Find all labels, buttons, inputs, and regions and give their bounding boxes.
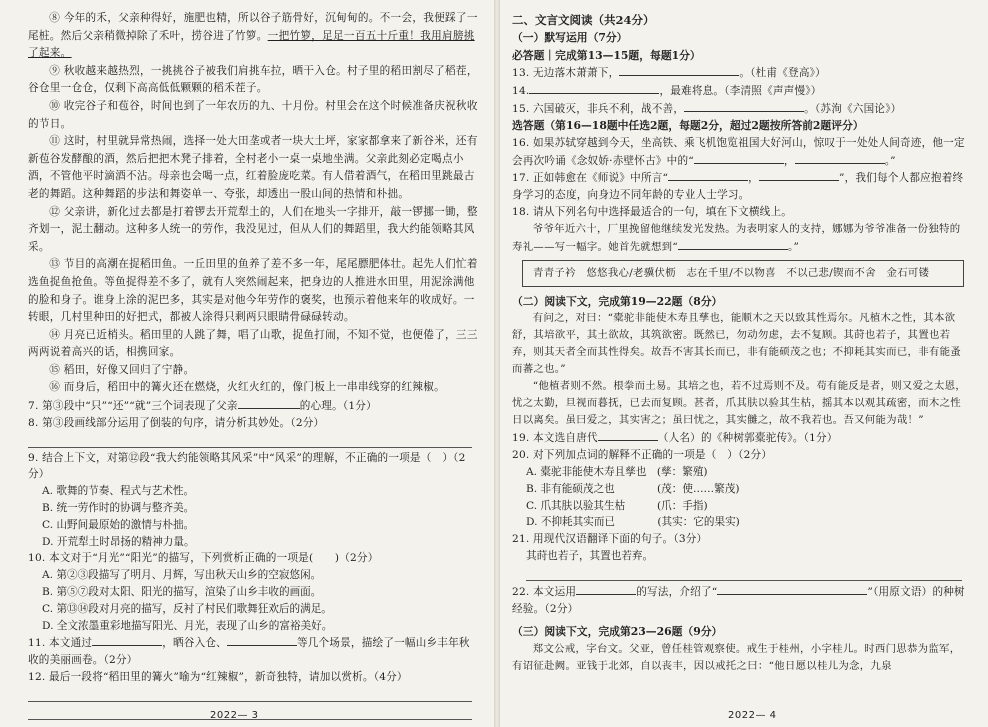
page-number: 2022— 4 — [728, 710, 777, 721]
quote-options-box: 青青子衿 悠悠我心/老骥伏枥 志在千里/不以物喜 不以己悲/锲而不舍 金石可镂 — [522, 260, 964, 287]
question-21: 21. 用现代汉语翻译下面的句子。（3分） — [512, 533, 708, 546]
classical-paragraph-2: “他植者则不然。根拳而土易。其培之也，若不过焉则不及。苟有能反是者，则又爱之太恩，忧之太勤，旦视而暮抚，已去而复顾。甚者，爪其肤以验其生枯，摇其本以观其疏密，而木之性日以离矣。虽曰爱之，其实害之；虽曰忧之，其实雠之，故不我若也。吾又何能为哉！” — [512, 380, 967, 427]
answer-line[interactable] — [28, 432, 472, 448]
answer-blank[interactable] — [529, 82, 659, 94]
answer-blank[interactable] — [668, 169, 748, 181]
paragraph-14: ⑭ 月亮已近梢头。稻田里的人跳了舞，唱了山歌，捉鱼打闹，不知不觉，也便倦了，三三两两说着高兴的话，相携回家。 — [28, 328, 478, 359]
paragraph-15: ⑮ 稻田，好像又回归了宁静。 — [49, 363, 195, 376]
q9-option-c[interactable]: C. 山野间最原始的激情与朴拙。 — [42, 518, 195, 531]
paragraph-13: ⑬ 节目的高潮在捉稻田鱼。一丘田里的鱼养了差不多一年，尾尾膘肥体壮。起先人们忙着选鱼捉鱼抢鱼。等鱼捉得差不多了，就有人突然闹起来，把身边的人推进水田里，用泥涂满他的脸和身子。谁身上涂的泥巴多，其实是对他今年劳作的褒奖，也预示着他来年的收成好。一转眼，几村里种田的好把式，都被人涂得只剩两只眼睛骨碌碌转动。 — [28, 258, 478, 324]
classical-paragraph-1: 有问之，对曰：“橐驼非能使木寿且孳也，能顺木之天以致其性焉尔。凡植木之性，其本欲舒，其培欲平，其土欲故，其筑欲密。既然已，勿动勿虑，去不复顾。其莳也若子，其置也若弃，则其天者全而其性得矣。故吾不害其长而已，非有能硕茂之也；不抑耗其实而已，非有能蚤而蕃之也。” — [512, 312, 962, 376]
q9-option-a[interactable]: A. 歌舞的节奏、程式与艺术性。 — [42, 485, 195, 498]
optional-note: 选答题（第16—18题中任选2题，每题2分，超过2题按所答前2题评分） — [512, 119, 864, 133]
question-17: 17. 正如韩愈在《师说》中所言“ ， ”，我们每个人都应抱着终身学习的态度，向身边不同年龄的专业人士学习。 — [512, 169, 968, 204]
question-13: 13. 无边落木萧萧下， 。（杜甫《登高》） — [512, 64, 968, 82]
section-title: 二、文言文阅读（共24分） — [512, 13, 655, 27]
question-15: 15. 六国破灭，非兵不利，战不善， 。（苏洵《六国论》） — [512, 100, 968, 118]
subsection-title: （三）阅读下文，完成第23—26题（9分） — [512, 625, 723, 639]
subsection-title: （二）阅读下文，完成第19—22题（8分） — [512, 294, 723, 308]
required-note: 必答题｜完成第13—15题，每题1分） — [512, 48, 701, 62]
q20-option-b[interactable]: B. 非有能硕茂之也 (茂：使……繁茂) — [526, 482, 740, 495]
q10-option-c[interactable]: C. 第⑬⑭段对月亮的描写，反衬了村民们歌舞狂欢后的满足。 — [42, 602, 332, 615]
q10-option-d[interactable]: D. 全文浓墨重彩地描写阳光、月光，表现了山乡的富裕美好。 — [42, 619, 333, 632]
answer-blank[interactable] — [92, 634, 162, 646]
question-20: 20. 对下列加点词的解释不正确的一项是（ ）（2分） — [512, 449, 773, 462]
question-9: 9. 结合上下文，对第⑫段“我大约能领略其风采”中“风采”的理解，不正确的一项是（ ）（2分） — [28, 451, 466, 481]
question-12: 12. 最后一段将“稻田里的篝火”喻为“红辣椒”，新奇独特，请加以赏析。（4分） — [28, 671, 408, 684]
answer-blank[interactable] — [795, 152, 885, 164]
answer-blank[interactable] — [227, 634, 297, 646]
paragraph-9: ⑨ 秋收越来越热烈，一挑挑谷子被我们肩挑车拉，晒干入仓。村子里的稻田割尽了稻茬，谷仓里一仓仓，仅剩下高高低低颗颗的稻禾茬子。 — [28, 64, 478, 95]
answer-blank[interactable] — [576, 583, 636, 595]
q20-option-d[interactable]: D. 不抑耗其实而已 (其实：它的果实) — [526, 516, 740, 529]
paragraph-12: ⑫ 父亲讲，新化过去都是打着锣去开荒犁土的，人们在地头一字排开，敲一锣挪一锄，整齐划一，泥土翻动。这种多人统一的劳作，我没见过，但从人们的舞蹈里，我大约能领略其风采。 — [28, 205, 478, 253]
answer-blank[interactable] — [684, 100, 804, 112]
subsection-title: （一）默写运用（7分） — [512, 31, 628, 44]
q9-option-b[interactable]: B. 统一劳作时的协调与整齐美。 — [42, 502, 195, 515]
q9-option-d[interactable]: D. 开荒犁土时昂扬的精神力量。 — [42, 535, 195, 548]
underlined-sentence: 一把竹箩，足足一百五十斤重！我用肩膀挑了起来。 — [28, 29, 475, 60]
question-19: 19. 本文选自唐代 （人名）的《种树郭橐驼传》。（1分） — [512, 429, 968, 447]
question-10: 10. 本文对于“月光”“阳光”的描写，下列赏析正确的一项是( )（2分） — [28, 552, 379, 565]
question-7: 7. 第③段中“只”“还”“就”三个词表现了父亲 的心理。（1分） — [28, 397, 478, 415]
q10-option-b[interactable]: B. 第⑤⑦段对太阳、阳光的描写，渲染了山乡丰收的画面。 — [42, 586, 322, 599]
question-11: 11. 本文通过 ，晒谷入仓、 等几个场景，描绘了一幅山乡丰年秋收的美丽画卷。（2分） — [28, 634, 478, 669]
page-number: 2022— 3 — [210, 710, 259, 721]
answer-blank[interactable] — [759, 169, 839, 181]
answer-blank[interactable] — [598, 429, 658, 441]
paragraph-8: ⑧ 今年的禾，父亲种得好，施肥也精，所以谷子筋骨好，沉甸甸的。不一会，我便踩了一尾桩。然后父亲稍微掉除了禾叶，捞谷进了竹箩。一把竹箩，足足一百五十斤重！我用肩膀挑了起来。 — [28, 12, 478, 60]
page-right — [500, 0, 988, 727]
answer-blank[interactable] — [678, 238, 788, 250]
question-22: 22. 本文运用 的写法，介绍了“ ”（用原文语）的种树经验。（2分） — [512, 583, 968, 618]
q18-passage: 爷爷年近六十，厂里挽留他继续发光发热。为表明家人的支持，娜娜为爷爷准备一份独特的寿礼——写一幅字。她首先就想到“ 。” — [512, 222, 961, 253]
question-8: 8. 第③段画线部分运用了倒装的句序，请分析其妙处。（2分） — [28, 416, 325, 429]
answer-blank[interactable] — [694, 152, 784, 164]
question-18: 18. 请从下列名句中选择最适合的一句，填在下文横线上。 — [512, 206, 793, 219]
q20-option-c[interactable]: C. 爪其肤以验其生枯 (爪：手指) — [526, 499, 708, 512]
answer-line[interactable] — [526, 565, 962, 581]
answer-blank[interactable] — [717, 583, 867, 595]
classical-paragraph-3: 郑文公戒，字台文。父亚，曾任桂管观察使。戒生于桂州，小字桂儿。时西门思恭为监军，有诏征赴阙。亚钱于北郊，自以丧丰，因以戒托之曰：“他日愿以桂儿为念，九泉 — [512, 642, 961, 672]
q20-option-a[interactable]: A. 橐驼非能使木寿且孳也 (孳：繁殖) — [526, 465, 708, 478]
q21-sentence: 其莳也若子，其置也若弃。 — [526, 549, 654, 562]
paragraph-10: ⑩ 收完谷子和苞谷，时间也到了一年农历的九、十月份。村里会在这个时候准备庆祝秋收的节日。 — [28, 99, 478, 130]
question-14: 14. ，最难将息。（李清照《声声慢》） — [512, 82, 968, 100]
answer-line[interactable] — [28, 686, 472, 702]
answer-blank[interactable] — [619, 64, 739, 76]
answer-blank[interactable] — [238, 397, 300, 409]
q10-option-a[interactable]: A. 第②③段描写了明月、月辉，写出秋天山乡的空寂悠闲。 — [42, 569, 322, 582]
paragraph-11: ⑪ 这时，村里就异常热闹，选择一处大田垄或者一块大土坪，家家都拿来了新谷米，还有新苞谷发酵酿的酒，然后把把木凳子排着，全村老小一桌一桌地坐满。父亲此刻必定喝点小酒，不管他平时滴酒不沾。母亲也会喝一点，红着脸庞吃菜。有人借着酒气，在稻田里跳最古老的舞蹈。这种舞蹈的步法和舞姿单一、夸张，却透出一股山间的热情和朴拙。 — [28, 135, 478, 200]
paragraph-16: ⑯ 而身后，稻田中的篝火还在燃烧，火红火红的，像门板上一串串线穿的红辣椒。 — [49, 381, 446, 394]
question-16: 16. 如果苏轼穿越到今天，坐高铁、乘飞机饱览祖国大好河山，惊叹于一处处人间奇迹，他一定会再次吟诵《念奴娇·赤壁怀古》中的“ ， 。” — [512, 136, 965, 167]
